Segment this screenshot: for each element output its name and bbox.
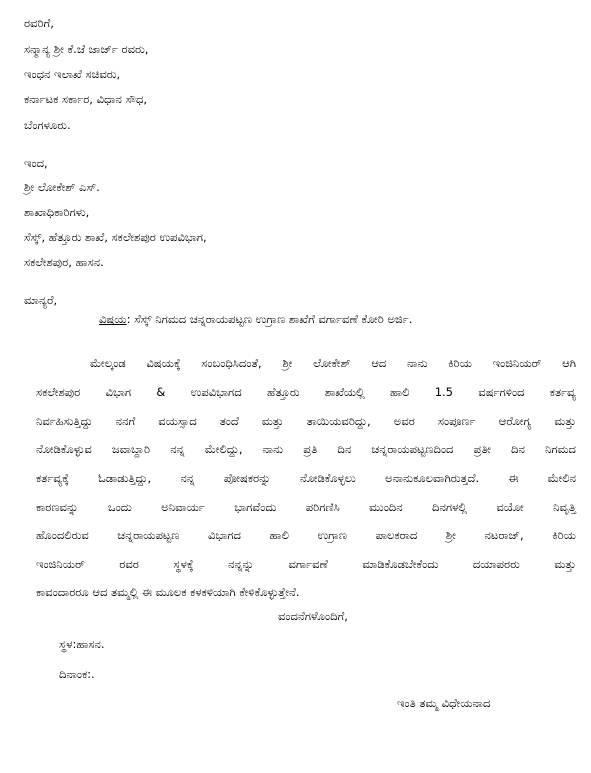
date-field: ದಿನಾಂಕ:. <box>59 667 95 681</box>
subject-line <box>99 311 412 327</box>
body-line: ಮೇಲ್ಕಂಡ ವಿಷಯಕ್ಕೆ ಸಂಬಂಧಿಸಿದಂತೆ, ಶ್ರೀ ಲೋಕೇಶ್ ಆದ ನಾನು ಕಿರಿಯ ಇಂಜಿನಿಯರ್ ಆಗಿ <box>90 356 576 370</box>
subject-label: ವಿಷಯ <box>99 312 127 326</box>
subject-text: : ಸೆಸ್ಕ್ ನಿಗಮದ ಚನ್ನರಾಯಪಟ್ಟಣ ಉಗ್ರಾಣ ಶಾಖೆಗೆ ವರ್ಗಾವಣೆ ಕೋರಿ ಅರ್ಜಿ. <box>126 312 413 326</box>
signoff: ಇಂತಿ ತಮ್ಮ ವಿಧೇಯನಾದ <box>397 696 491 710</box>
recipient-line: ಸನ್ಮಾನ್ಯ ಶ್ರೀ ಕೆ.ಜೆ ಜಾರ್ಜ್ ರವರು, <box>24 42 149 56</box>
sender-line: ಇಂದ, <box>24 156 48 170</box>
body-line: ಸಕಲೇಶಪುರ ವಿಭಾಗ & ಉಪವಿಭಾಗದ ಹೆತ್ತೂರು ಶಾಖೆಯಲ್ಲಿ ಹಾಲಿ 1.5 ವರ್ಷಗಳಿಂದ ಕರ್ತವ್ಯ <box>36 385 576 399</box>
salutation: ಮಾನ್ಯರೆ, <box>24 293 58 307</box>
sender-line: ಸೆಸ್ಕ್, ಹೆತ್ತೂರು ಶಾಖೆ, ಸಕಲೇಶಪುರ ಉಪವಿಭಾಗ, <box>24 230 207 244</box>
sender-line: ಶ್ರೀ ಲೋಕೇಶ್ ಎಸ್. <box>24 180 100 194</box>
body-line: ಕರ್ತವ್ಯಕ್ಕೆ ಓಡಾಡುತ್ತಿದ್ದು, ನನ್ನ ಪೋಷಕರನ್ನು ನೋಡಿಕೊಳ್ಳಲು ಅನಾನುಕೂಲವಾಗಿರುತ್ತದೆ. ಈ ಮೇಲಿನ <box>36 471 576 485</box>
body-line: ಹೊಂದಲಿರುವ ಚನ್ನರಾಯಪಟ್ಟಣ ವಿಭಾಗದ ಹಾಲಿ ಉಗ್ರಾಣ ಪಾಲಕರಾದ ಶ್ರೀ ನಟರಾಜ್, ಕಿರಿಯ <box>36 528 576 542</box>
closing: ವಂದನೆಗಳೊಂದಿಗೆ, <box>278 609 348 623</box>
body-line: ಕಾರಣವನ್ನು ಒಂದು ಅನಿವಾರ್ಯ ಭಾಗವೆಂದು ಪರಿಗಣಿಸಿ ಮುಂದಿನ ದಿನಗಳಲ್ಲಿ ವಯೋ ನಿವೃತ್ತಿ <box>36 500 576 514</box>
recipient-line: ಬೆಂಗಳೂರು. <box>24 118 71 132</box>
sender-line: ಶಾಖಾಧಿಕಾರಿಗಳು, <box>24 205 90 219</box>
sender-line: ಸಕಲೇಶಪುರ, ಹಾಸನ. <box>24 255 104 269</box>
recipient-line: ರವರಿಗೆ, <box>24 16 54 30</box>
recipient-line: ಇಂಧನ ಇಲಾಖೆ ಸಚಿವರು, <box>24 67 121 81</box>
body-line: ನೋಡಿಕೊಳ್ಳುವ ಜವಾಬ್ದಾರಿ ನನ್ನ ಮೇಲಿದ್ದು, ನಾನು ಪ್ರತಿ ದಿನ ಚನ್ನರಾಯಪಟ್ಟಣದಿಂದ ಪ್ರತೀ ದಿನ ನಿಗಮದ <box>36 442 576 456</box>
recipient-line: ಕರ್ನಾಟಕ ಸರ್ಕಾರ, ವಿಧಾನ ಸೌಧ, <box>24 92 148 106</box>
place-field: ಸ್ಥಳ:ಹಾಸನ. <box>59 637 105 651</box>
body-line: ಇಂಜಿನಿಯರ್ ರವರ ಸ್ಥಳಕ್ಕೆ ನನ್ನನ್ನು ವರ್ಗಾವಣೆ ಮಾಡಿಕೊಡಬೇಕೆಂದು ದಯಾಪರರು ಮತ್ತು <box>36 557 576 571</box>
body-line: ಕಾವಂದಾರರೂ ಆದ ತಮ್ಮಲ್ಲಿ ಈ ಮೂಲಕ ಕಳಕಳಿಯಾಗಿ ಕೇಳಿಕೊಳ್ಳುತ್ತೇನೆ. <box>36 585 300 599</box>
body-line: ನಿರ್ವಹಿಸುತ್ತಿದ್ದು ನನಗೆ ವಯಸ್ಸಾದ ತಂದೆ ಮತ್ತು ತಾಯಿಯವರಿದ್ದು, ಅವರ ಸಂಪೂರ್ಣ ಆರೋಗ್ಯ ಮತ್ತು <box>36 414 576 428</box>
